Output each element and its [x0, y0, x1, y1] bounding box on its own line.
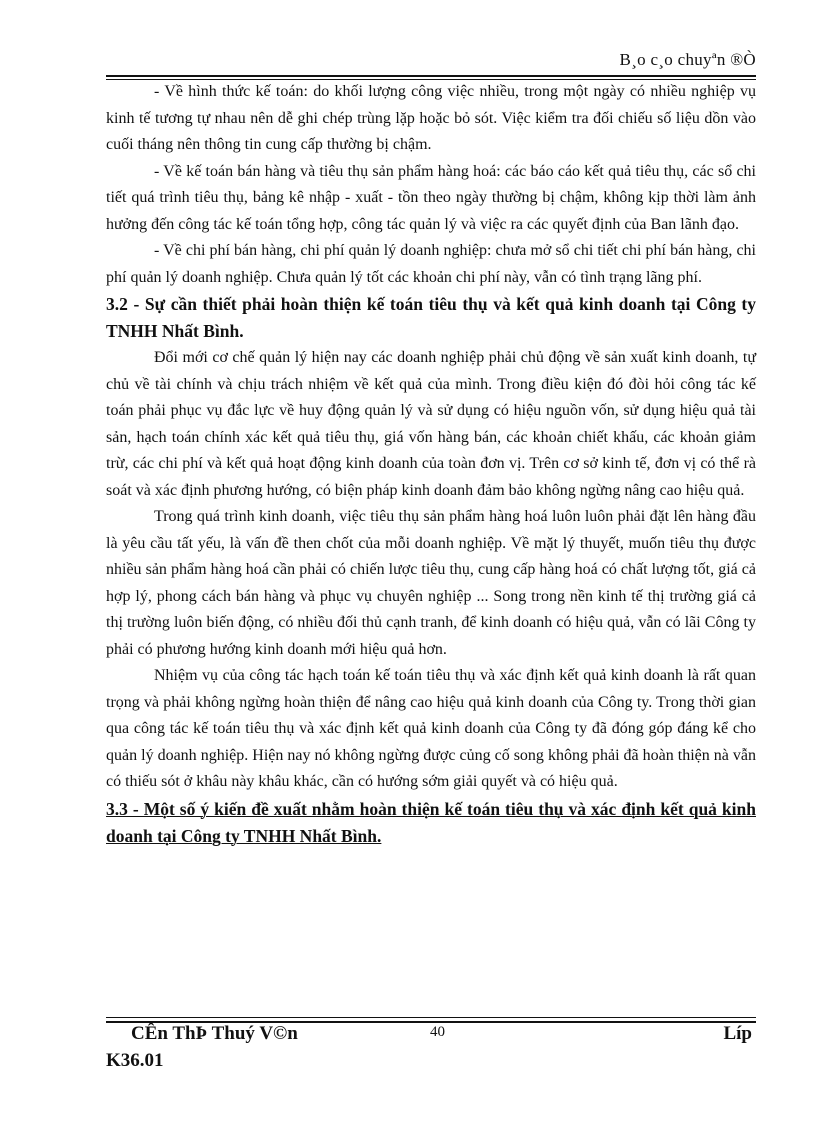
- section-3-2-heading: 3.2 - Sự cần thiết phải hoàn thiện kế toán tiêu thụ và kết quả kinh doanh tại Công ty TNHH Nhất Bình.: [106, 294, 756, 341]
- section-3-2-paragraph-1: Đổi mới cơ chế quản lý hiện nay các doanh nghiệp phải chủ động về sản xuất kinh doanh, tự chủ về tài chính và chịu trách nhiệm về kết quả của mình. Trong điều kiện đó đòi hỏi công tác kế toán phải phục vụ đắc lực về huy động quản lý và sử dụng có hiệu nguồn vốn, sử dụng hiệu quả tài sản, hạch toán chính xác kết quả tiêu thụ, giá vốn hàng bán, các khoản chiết khấu, các khoản giảm trừ, các chi phí và kết quả hoạt động kinh doanh của toàn đơn vị. Trên cơ sở kinh tế, đơn vị có thể rà soát và xác định phương hướng, có biện pháp kinh doanh đảm bảo không ngừng nâng cao hiệu quả.: [106, 349, 756, 499]
- paragraph-sales-accounting: - Về kế toán bán hàng và tiêu thụ sản phẩm hàng hoá: các báo cáo kết quả tiêu thụ, các sổ chi tiết quá trình tiêu thụ, bảng kê nhập - xuất - tồn theo ngày thường bị chậm, không kịp thời làm ảnh hưởng đến công tác kế toán tổng hợp, công tác quản lý và việc ra các quyết định của Ban lãnh đạo.: [106, 162, 756, 233]
- section-3-3-heading: 3.3 - Một số ý kiến đề xuất nhằm hoàn thiện kế toán tiêu thụ và xác định kết quả kinh doanh tại Công ty TNHH Nhất Bình.: [106, 798, 756, 846]
- header-title: B¸o c¸o chuyªn ®Ò: [619, 50, 756, 69]
- section-3-2-paragraph-3: Nhiệm vụ của công tác hạch toán kế toán tiêu thụ và xác định kết quả kinh doanh là rất quan trọng và phải không ngừng hoàn thiện để nâng cao hiệu quả kinh doanh của Công ty. Trong thời gian qua công tác kế toán tiêu thụ và xác định kết quả kinh doanh của Công ty đã đóng góp đáng kể cho quản lý doanh nghiệp. Hiện nay nó không ngừng được củng cố song không phải đã hoàn thiện nà vẫn có thiếu sót ở khâu này khâu khác, cần có hướng sớm giải quyết và có hiệu quả.: [106, 667, 756, 790]
- paragraph-accounting-form: - Về hình thức kế toán: do khối lượng công việc nhiều, trong một ngày có nhiều nghiệp vụ kinh tế tương tự nhau nên dễ ghi chép trùng lặp hoặc bỏ sót. Việc kiểm tra đối chiếu số liệu dồn vào cuối tháng nên thông tin cung cấp thường bị chậm.: [106, 83, 756, 153]
- header-rule: [106, 75, 756, 77]
- section-3-2-paragraph-2: Trong quá trình kinh doanh, việc tiêu thụ sản phẩm hàng hoá luôn luôn phải đặt lên hàng đầu là yêu cầu tất yếu, là vấn đề then chốt của mỗi doanh nghiệp. Về mặt lý thuyết, muốn tiêu thụ được nhiều sản phẩm hàng hoá cần phải có chiến lược tiêu thụ, cung cấp hàng hoá có chất lượng tốt, giá cả hợp lý, phong cách bán hàng và phục vụ chuyên nghiệp ... Song trong nền kinh tế thị trường giá cả thị trường luôn biến động, có nhiều đối thủ cạnh tranh, để kinh doanh có hiệu quả, vẫn có lãi Công ty phải có phương hướng kinh doanh mới hiệu quả hơn.: [106, 508, 756, 658]
- page-number: 40: [430, 1024, 445, 1040]
- document-body: [106, 79, 756, 850]
- footer-class-code: K36.01: [106, 1050, 164, 1071]
- footer-class-label: Líp: [723, 1023, 752, 1044]
- paragraph-selling-expenses: - Về chi phí bán hàng, chi phí quản lý doanh nghiệp: chưa mở sổ chi tiết chi phí bán hàng, chi phí quản lý doanh nghiệp. Chưa quản lý tốt các khoản chi phí này, vẫn có tình trạng lãng phí.: [106, 242, 756, 286]
- footer-author: CÊn ThÞ Thuý V©n: [131, 1023, 298, 1044]
- footer-rule-thin: [106, 1017, 756, 1018]
